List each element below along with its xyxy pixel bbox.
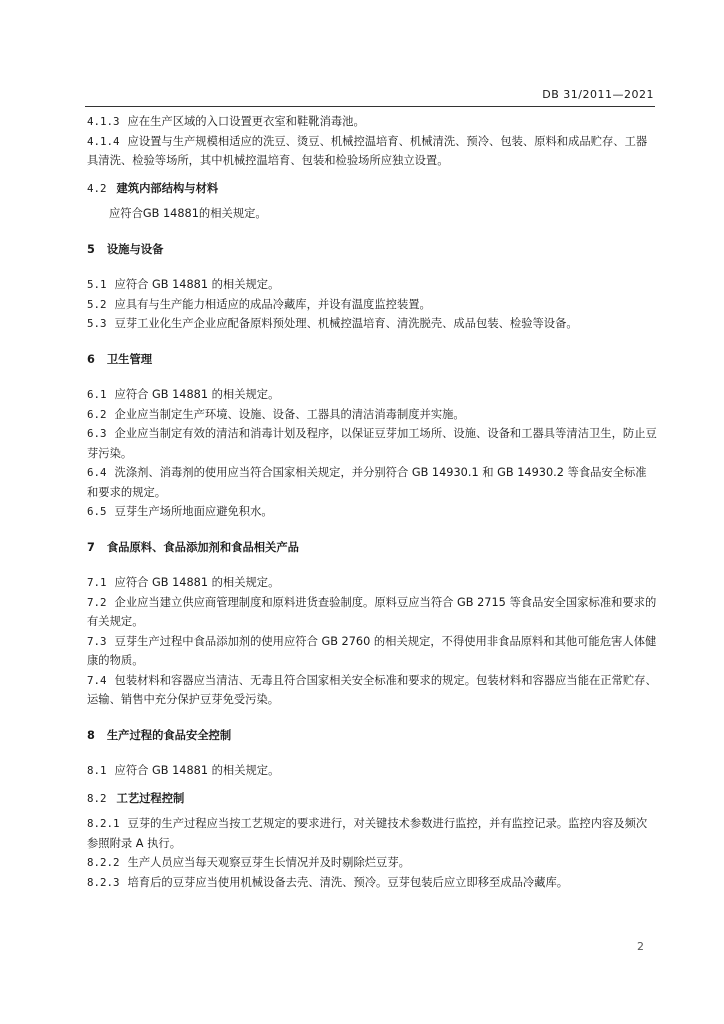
clause-text: 生产过程的食品安全控制 [106,728,232,742]
clause-paragraph [87,814,657,853]
section-heading [87,350,657,370]
clause-text: 应设置与生产规模相适应的洗豆、烫豆、机械控温培育、机械清洗、预冷、包装、原料和成品贮存、工器具清洗、检验等场所，其中机械控温培育、包装和检验场所应独立设置。 [87,134,648,167]
clause-paragraph [87,671,657,710]
clause-text: 洗涤剂、消毒剂的使用应当符合国家相关规定，并分别符合 GB 14930.1 和 GB 14930.2 等食品安全标准和要求的规定。 [87,466,647,499]
clause-text: 应符合 GB 14881 的相关规定。 [114,278,280,291]
clause-paragraph [87,873,657,893]
clause-text: 豆芽生产过程中食品添加剂的使用应符合 GB 2760 的相关规定，不得使用非食品原料和其他可能危害人体健康的物质。 [87,634,657,667]
clause-paragraph [87,112,657,132]
clause-paragraph [87,632,657,671]
clause-number: 8.1 [87,764,107,777]
clause-text: 食品原料、食品添加剂和食品相关产品 [106,540,299,554]
subsection-heading [87,179,657,199]
clause-text: 培育后的豆芽应当使用机械设备去壳、清洗、预冷。豆芽包装后应立即移至成品冷藏库。 [127,875,569,889]
clause-paragraph [87,295,657,315]
clause-text: 工艺过程控制 [116,791,185,805]
clause-text: 企业应当制定生产环境、设施、设备、工器具的清洁消毒制度并实施。 [114,407,465,421]
clause-number: 5.3 [87,317,107,330]
clause-text: 应符合 GB 14881 的相关规定。 [114,388,280,401]
clause-number: 8.2.2 [87,856,120,869]
clause-number: 8.2 [87,791,107,805]
clause-paragraph [87,405,657,425]
clause-text: 应符合 GB 14881 的相关规定。 [114,576,280,589]
clause-number: 6.2 [87,407,107,421]
clause-number: 4.1.4 [87,134,120,148]
paragraph [87,204,657,224]
clause-number: 8.2.3 [87,875,120,889]
clause-number: 7.1 [87,576,107,589]
clause-text: 卫生管理 [106,352,153,366]
section-heading [87,240,657,260]
clause-text: 企业应当建立供应商管理制度和原料进货查验制度。原料豆应当符合 GB 2715 等食品安全国家标准和要求的有关规定。 [87,595,657,628]
clause-text: 包装材料和容器应当清洁、无毒且符合国家相关安全标准和要求的规定。包装材料和容器应当能在正常贮存、运输、销售中充分保护豆芽免受污染。 [87,673,657,706]
clause-number: 6.5 [87,505,107,518]
clause-number: 5.1 [87,278,107,291]
clause-text: 生产人员应当每天观察豆芽生长情况并及时剔除烂豆芽。 [127,856,410,869]
clause-paragraph [87,853,657,873]
clause-text: 豆芽的生产过程应当按工艺规定的要求进行，对关键技术参数进行监控，并有监控记录。监控内容及频次参照附录 A 执行。 [87,817,648,850]
clause-text: 应符合 GB 14881 的相关规定。 [114,764,280,777]
clause-text: 豆芽工业化生产企业应配备原料预处理、机械控温培育、清洗脱壳、成品包装、检验等设备。 [114,317,578,330]
clause-paragraph [87,424,657,463]
clause-text: 应符合GB 14881的相关规定。 [109,207,267,220]
clause-text: 豆芽生产场所地面应避免积水。 [114,505,273,518]
clause-paragraph [87,385,657,405]
clause-paragraph [87,132,657,171]
section-heading [87,538,657,558]
clause-number: 5 [87,242,95,256]
clause-text: 建筑内部结构与材料 [116,181,219,195]
clause-paragraph [87,463,657,502]
header-divider [85,106,655,107]
clause-paragraph [87,573,657,593]
clause-paragraph [87,593,657,632]
clause-number: 6.3 [87,427,107,440]
clause-number: 5.2 [87,297,107,311]
clause-paragraph [87,314,657,334]
clause-number: 7.3 [87,634,107,648]
clause-number: 7 [87,540,95,554]
clause-number: 4.2 [87,181,107,195]
clause-number: 7.4 [87,673,107,687]
clause-number: 4.1.3 [87,115,120,128]
clause-text: 应具有与生产能力相适应的成品冷藏库，并设有温度监控装置。 [114,297,431,311]
document-body [87,112,657,892]
clause-number: 8.2.1 [87,817,120,830]
section-heading [87,726,657,746]
clause-number: 8 [87,728,95,742]
clause-paragraph [87,275,657,295]
page-number: 2 [637,940,644,953]
clause-number: 6.4 [87,466,107,479]
clause-paragraph [87,502,657,522]
subsection-heading [87,789,657,809]
clause-number: 6.1 [87,388,107,401]
clause-text: 企业应当制定有效的清洁和消毒计划及程序，以保证豆芽加工场所、设施、设备和工器具等清洁卫生，防止豆芽污染。 [87,427,657,460]
clause-text: 设施与设备 [106,242,164,256]
page-header-code: DB 31/2011—2021 [542,88,654,101]
clause-paragraph [87,761,657,781]
clause-number: 6 [87,352,95,366]
clause-text: 应在生产区域的入口设置更衣室和鞋靴消毒池。 [127,115,365,128]
clause-number: 7.2 [87,595,107,609]
